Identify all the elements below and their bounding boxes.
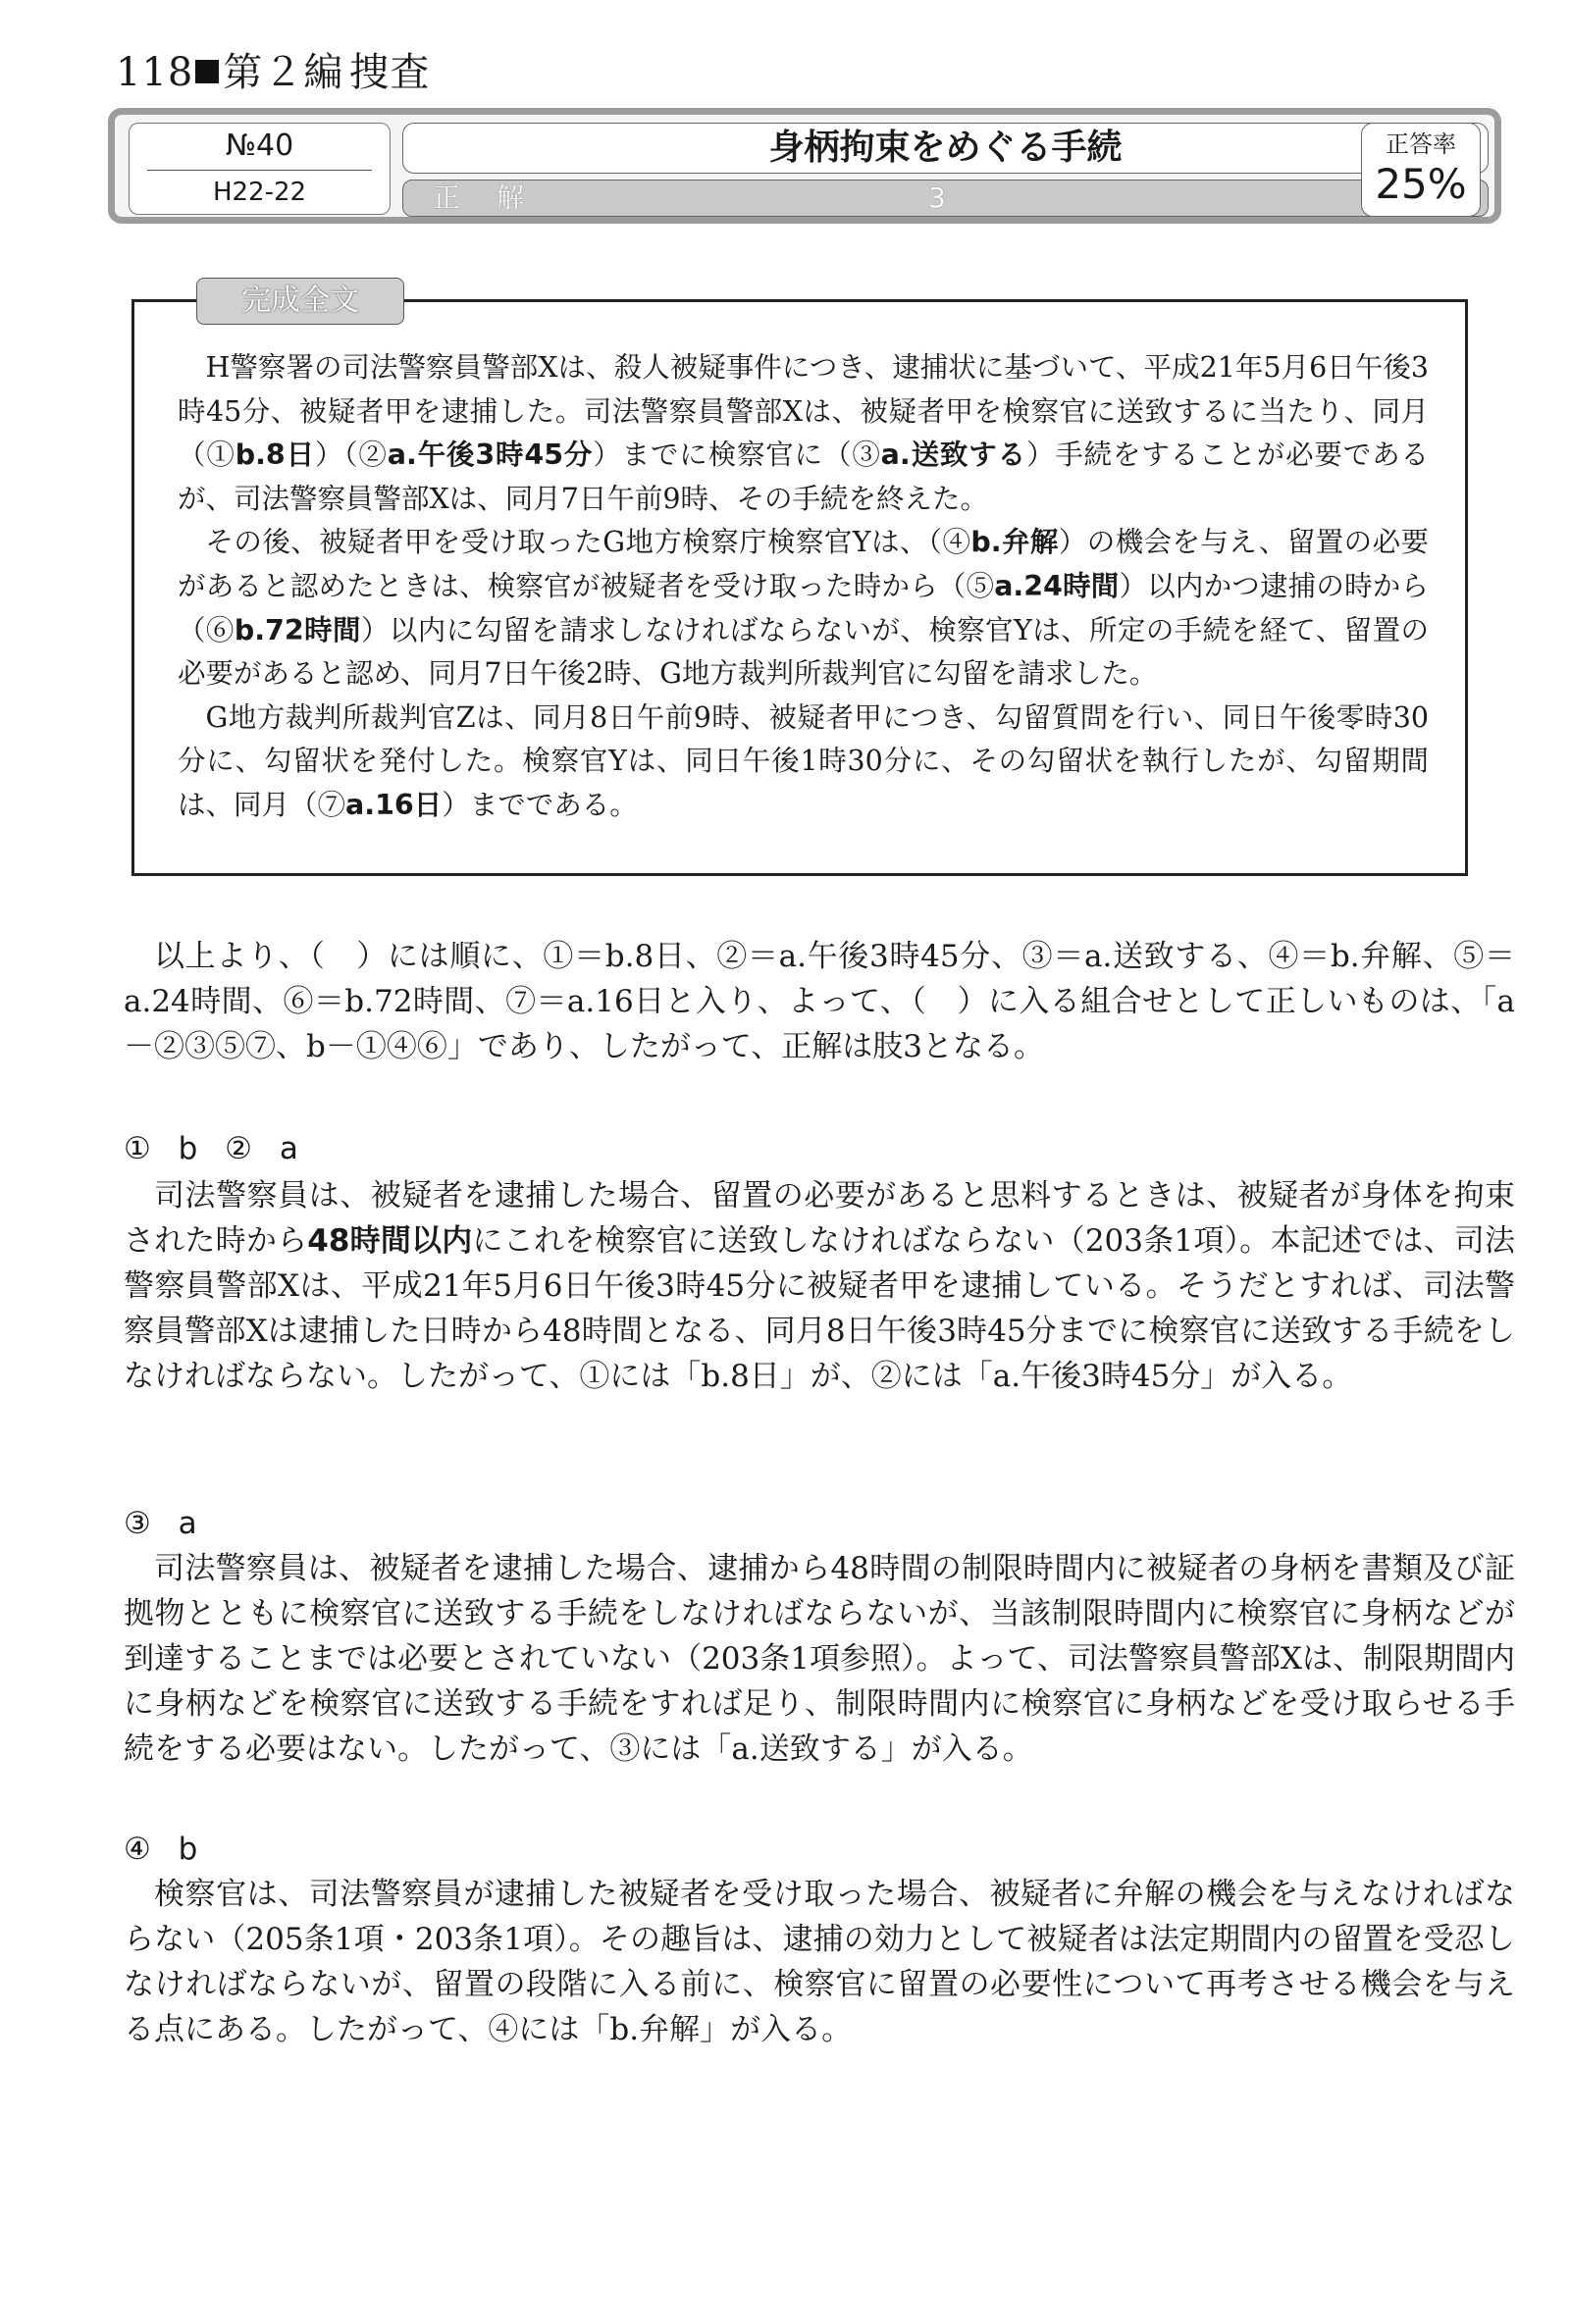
- text-run: にこれを検察官に送致しなければならない（203条1項）。本記述では、司法警察員警部Xは、平成21年5月6日午後3時45分に被疑者甲を逮捕している。そうだとすれば、司法警察員警部Xは逮捕した日時から48時間となる、同月8日午後3時45分までに検察官に送致する手続をしなければならない。したがって、①には「b.8日」が、②には「a.午後3時45分」が入る。: [124, 1223, 1516, 1394]
- answer-term: b.8日: [235, 439, 315, 472]
- problem-number: №40: [225, 129, 294, 163]
- problem-title: 身柄拘束をめぐる手続: [402, 123, 1489, 174]
- full-text-paragraph: [178, 697, 1429, 828]
- section-body: [124, 1872, 1515, 2052]
- full-text-tab-label: 完成全文: [241, 284, 359, 318]
- problem-number-box: [129, 123, 391, 215]
- divider: [147, 170, 372, 171]
- text-run: ）の機会を与え、留置の必要があると認めたときは、検察官が被疑者を受け取った時から（⑤: [178, 526, 1429, 602]
- answer-bar: [402, 180, 1489, 217]
- text-run: ）以内かつ逮捕の時から（⑥: [178, 569, 1429, 646]
- answer-term: a.送致する: [880, 439, 1026, 472]
- section-body: [124, 1546, 1515, 1772]
- answer-label: 正 解: [433, 181, 538, 214]
- section-text: 司法警察員は、被疑者を逮捕した場合、逮捕から48時間の制限時間内に被疑者の身柄を書類及び証拠物とともに検察官に送致する手続をしなければならないが、当該制限時間内に検察官に身柄などが到達することまでは必要とされていない（203条1項参照）。よって、司法警察員警部Xは、制限期間内に身柄などを検察官に送致する手続をすれば足り、制限時間内に検察官に身柄などを受け取らせる手続をする必要はない。したがって、③には「a.送致する」が入る。: [124, 1551, 1515, 1767]
- text-run: 司法警察員は、被疑者を逮捕した場合、留置の必要があると思料するときは、被疑者が身体を拘束された時から: [124, 1178, 1515, 1259]
- text-run: ）以内に勾留を請求しなければならないが、検察官Yは、所定の手続を経て、留置の必要があると認め、同月7日午後2時、G地方裁判所裁判官に勾留を請求した。: [178, 613, 1429, 691]
- answer-term: a.24時間: [994, 569, 1120, 602]
- problem-header: [108, 108, 1501, 224]
- section-heading: ④ b: [124, 1832, 198, 1867]
- answer-term: b.弁解: [970, 526, 1059, 559]
- square-bullet-icon: [195, 60, 219, 83]
- answer-value: 3: [928, 181, 946, 214]
- section-heading: ③ a: [124, 1506, 197, 1541]
- section-body: [124, 1173, 1515, 1399]
- section-text: [124, 1173, 1515, 1399]
- correct-rate-label: 正答率: [1386, 130, 1456, 158]
- part-label: 第２編: [223, 50, 344, 95]
- running-header: [116, 49, 430, 96]
- correct-rate-value: 25%: [1375, 160, 1467, 208]
- full-text-paragraph: [178, 521, 1429, 696]
- emphasis-term: 48時間以内: [307, 1223, 473, 1259]
- text-run: G地方裁判所裁判官Zは、同月8日午前9時、被疑者甲につき、勾留質問を行い、同日午後零時30分に、勾留状を発付した。検察官Yは、同日午後1時30分に、その勾留状を執行したが、勾留期間は、同月（⑦: [178, 700, 1429, 821]
- text-run: ）（②: [314, 439, 388, 472]
- text-run: ）手続をすることが必要であるが、司法警察員警部Xは、同月7日午前9時、その手続を終えた。: [178, 439, 1429, 515]
- full-text-box: [131, 299, 1468, 876]
- full-text-body: [178, 346, 1429, 828]
- section-heading: ① b ② a: [124, 1131, 298, 1166]
- answer-term: b.72時間: [234, 613, 361, 646]
- text-run: その後、被疑者甲を受け取ったG地方検察庁検察官Yは、（④: [205, 526, 971, 559]
- year-code: H22-22: [212, 178, 307, 207]
- section-text: 検察官は、司法警察員が逮捕した被疑者を受け取った場合、被疑者に弁解の機会を与えなければならない（205条1項・203条1項）。その趣旨は、逮捕の効力として被疑者は法定期間内の留置を受忍しなければならないが、留置の段階に入る前に、検察官に留置の必要性について再考させる機会を与える点にある。したがって、④には「b.弁解」が入る。: [124, 1877, 1516, 2047]
- page-number: 118: [116, 50, 194, 95]
- correct-rate-box: [1361, 123, 1481, 217]
- full-text-paragraph: [178, 346, 1429, 521]
- summary-paragraph: [124, 934, 1515, 1069]
- summary-text: 以上より、（ ）には順に、①＝b.8日、②＝a.午後3時45分、③＝a.送致する、④＝b.弁解、⑤＝a.24時間、⑥＝b.72時間、⑦＝a.16日と入り、よって、（ ）に入る組合せとして正しいものは、「a－②③⑤⑦、b－①④⑥」であり、したがって、正解は肢3となる。: [124, 939, 1515, 1064]
- text-run: ）までに検察官に（③: [593, 439, 881, 472]
- full-text-tab: [196, 278, 404, 325]
- answer-term: a.午後3時45分: [387, 439, 594, 472]
- section-label: 捜査: [349, 50, 431, 95]
- text-run: H警察署の司法警察員警部Xは、殺人被疑事件につき、逮捕状に基づいて、平成21年5月6日午後3時45分、被疑者甲を逮捕した。司法警察員警部Xは、被疑者甲を検察官に送致するに当たり、同月（①: [178, 351, 1429, 472]
- text-run: ）までである。: [442, 788, 638, 821]
- answer-term: a.16日: [345, 788, 443, 821]
